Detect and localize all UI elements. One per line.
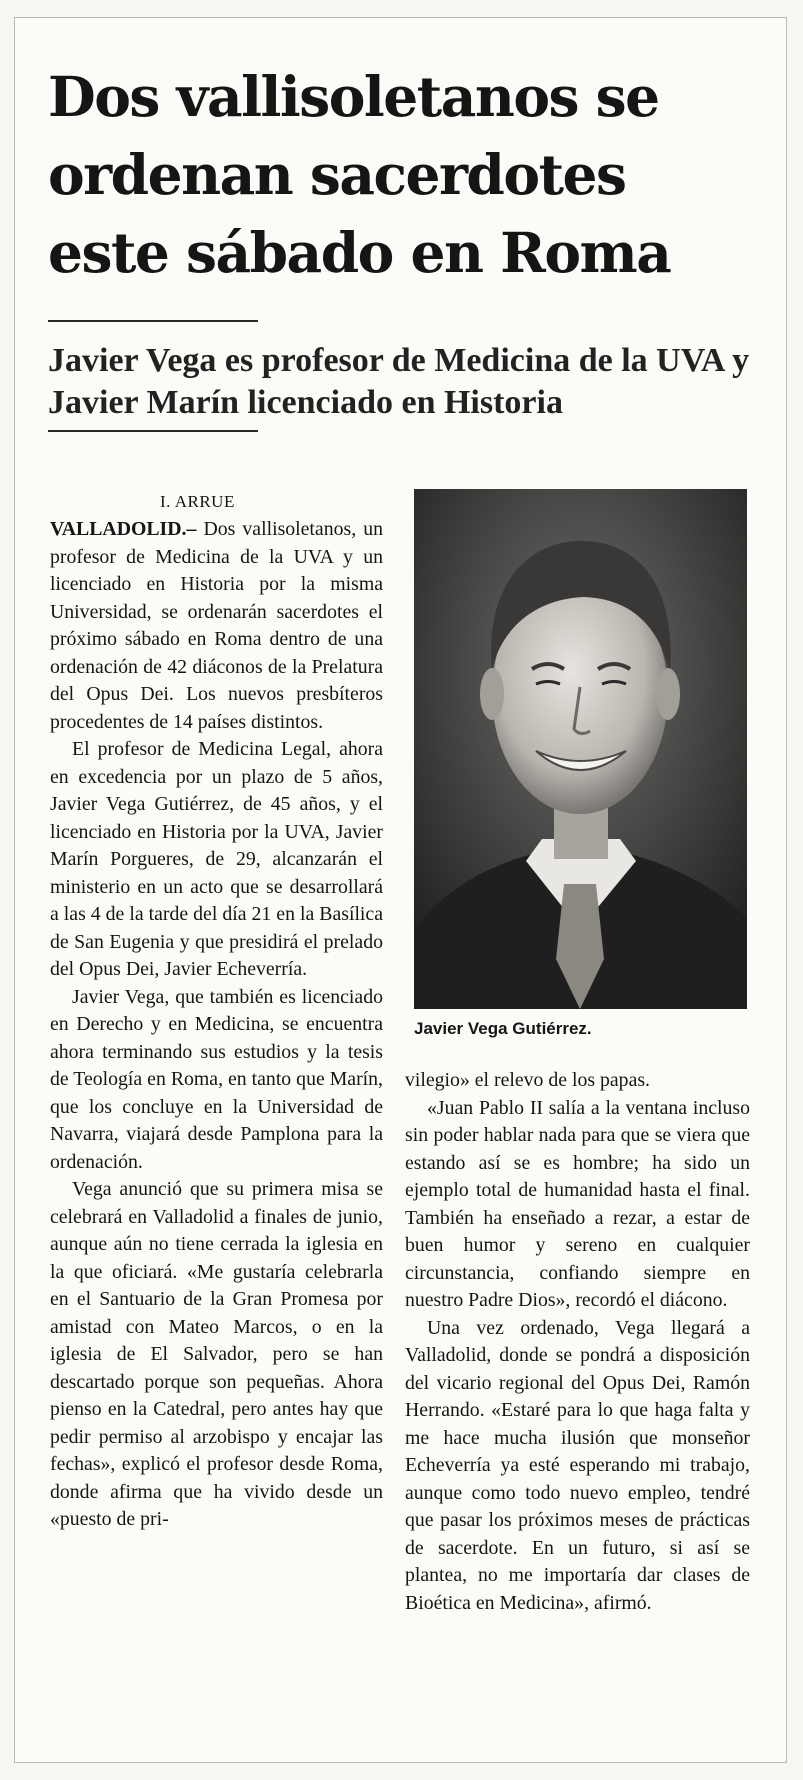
paragraph: El profesor de Medicina Legal, ahora en excedencia por un plazo de 5 años, Javier Vega Gutiérrez, de 45 años, y el licenciado en Historia por la UVA, Javier Marín Porgueres, de 29, alcanzarán el ministerio en un acto que se desarrollará a las 4 de la tarde del día 21 en la Basílica de San Eugenia y que presidirá el prelado del Opus Dei, Javier Echeverría. (50, 738, 383, 980)
portrait-photo (414, 489, 747, 1009)
article-column-1 (50, 516, 383, 1534)
photo-caption: Javier Vega Gutiérrez. (414, 1019, 592, 1038)
paragraph: «Juan Pablo II salía a la ventana incluso sin poder hablar nada para que se viera que estando así se es hombre; ha sido un ejemplo total de humanidad hasta el final. También ha enseñado a rezar, a estar de buen humor y sereno en cualquier circunstancia, confiando siempre en nuestro Padre Dios», recordó el diácono. (405, 1096, 750, 1311)
dateline: VALLADOLID.– (50, 518, 197, 540)
paragraph-text: Dos vallisoletanos, un profesor de Medicina de la UVA y un licenciado en Historia por la misma Universidad, se ordenarán sacerdotes el próximo sábado en Roma dentro de una ordenación de 42 diáconos de la Prelatura del Opus Dei. Los nuevos presbíteros procedentes de 14 países distintos. (50, 518, 383, 733)
paragraph: vilegio» el relevo de los papas. (405, 1069, 650, 1091)
portrait-image (414, 489, 747, 1009)
subheadline-divider (48, 430, 258, 432)
article-author: I. ARRUE (160, 492, 235, 511)
paragraph (50, 516, 383, 736)
article-subheadline: Javier Vega es profesor de Medicina de la UVA y Javier Marín licenciado en Historia (48, 342, 750, 421)
paragraph: Vega anunció que su primera misa se celebrará en Valladolid a finales de junio, aunque aún no tiene cerrada la iglesia en la que oficiará. «Me gustaría celebrarla en el Santuario de la Gran Promesa por amistad con Mateo Marcos, o en la iglesia de El Salvador, pero se han descartado porque son pequeñas. Ahora pienso en la Catedral, pero antes hay que pedir permiso al arzobispo y encajar las fechas», explicó el profesor desde Roma, donde afirma que ha vivido desde un «puesto de pri- (50, 1178, 383, 1530)
article-column-2 (405, 1067, 750, 1617)
paragraph: Javier Vega, que también es licenciado en Derecho y en Medicina, se encuentra ahora terminando sus estudios y la tesis de Teología en Roma, en tanto que Marín, que los concluye en la Universidad de Navarra, viajará desde Pamplona para la ordenación. (50, 985, 383, 1173)
article-headline: Dos vallisoletanos se ordenan sacerdotes este sábado en Roma (48, 64, 671, 285)
headline-divider (48, 320, 258, 322)
paragraph: Una vez ordenado, Vega llegará a Valladolid, donde se pondrá a disposición del vicario regional del Opus Dei, Ramón Herrando. «Estaré para lo que haga falta y me hace mucha ilusión que monseñor Echeverría ya esté esperando mi trabajo, aunque como todo nuevo empleo, tendré que pasar los próximos meses de prácticas de sacerdote. En un futuro, si así se plantea, no me importaría dar clases de Bioética en Medicina», afirmó. (405, 1316, 750, 1614)
